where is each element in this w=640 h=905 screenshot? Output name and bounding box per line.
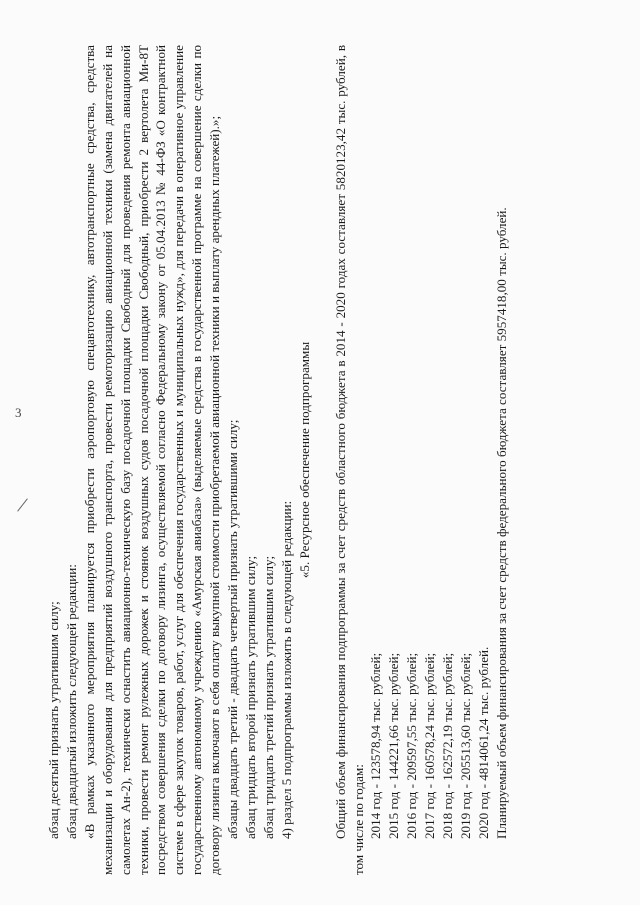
- spacer: [314, 45, 332, 875]
- paragraph-5: абзац тридцать второй признать утратившим силу;: [242, 555, 258, 839]
- funding-year-item: 2014 год - 123578,94 тыс. рублей;: [368, 652, 384, 839]
- paragraph-7: 4) раздел 5 подпрограммы изложить в следующей редакции:: [278, 500, 294, 839]
- funding-year-item: 2015 год - 144221,66 тыс. рублей;: [386, 652, 402, 839]
- paragraph-3: «В рамках указанного мероприятия планируется приобрести аэропортовую спецавтотехнику, автотранспортные средства, средства механизации и оборудования для предприятий воздушного транспорта, провести ремоторизацию авиационной техники (замена двигателей на самолетах Ан-2), технически оснастить авиационно-техническую базу посадочной площадки Свободный для проведения ремонта авиационной техники, провести ремонт рулежных дорожек и стоянок воздушных судов посадочной площадки Свободный, приобрести 2 вертолета Ми-8Т посредством совершения сделки по договору лизинга, осуществляемой согласно Федеральному закону от 05.04.2013 № 44-ФЗ «О контрактной системе в сфере закупок товаров, работ, услуг для обеспечения государственных и муниципальных нужд», для передачи в оперативное управление государственному автономному учреждению «Амурская авиабаза» (выделяемые средства в государственной программе на совершение сделки по договору лизинга включают в себя оплату выкупной стоимости приобретаемой авиационной техники и выплату арендных платежей).»;: [81, 45, 223, 875]
- rotated-text-block: [45, 45, 605, 875]
- funding-year-item: 2018 год - 162572,19 тыс. рублей;: [440, 652, 456, 839]
- federal-funding-sentence: Планируемый объем финансирования за счет средств федерального бюджета составляет 5957418,00 тыс. рублей.: [493, 207, 509, 839]
- funding-year-item: 2020 год - 4814061,24 тыс. рублей.: [475, 646, 491, 839]
- page-number: 3: [15, 405, 22, 420]
- paragraph-2: абзац двадцатый изложить следующей редакции:: [63, 564, 79, 839]
- section-heading: «5. Ресурсное обеспечение подпрограммы: [296, 341, 312, 579]
- pen-mark: [17, 498, 28, 511]
- paragraph-6: абзац тридцать третий признать утратившим силу;: [260, 555, 276, 839]
- funding-year-item: 2017 год - 160578,24 тыс. рублей;: [422, 652, 438, 839]
- paragraph-4: абзацы двадцать третий - двадцать четвертый признать утратившими силу;: [225, 419, 241, 839]
- funding-year-item: 2016 год - 209597,55 тыс. рублей;: [404, 652, 420, 839]
- funding-years-list: [367, 45, 492, 875]
- funding-year-item: 2019 год - 205513,60 тыс. рублей;: [457, 652, 473, 839]
- paragraph-1: абзац десятый признать утратившим силу;: [46, 601, 61, 839]
- funding-intro: Общий объем финансирования подпрограммы за счет средств областного бюджета в 2014 - 2020 годах составляет 5820123,42 тыс. рублей, в том числе по годам:: [332, 45, 366, 875]
